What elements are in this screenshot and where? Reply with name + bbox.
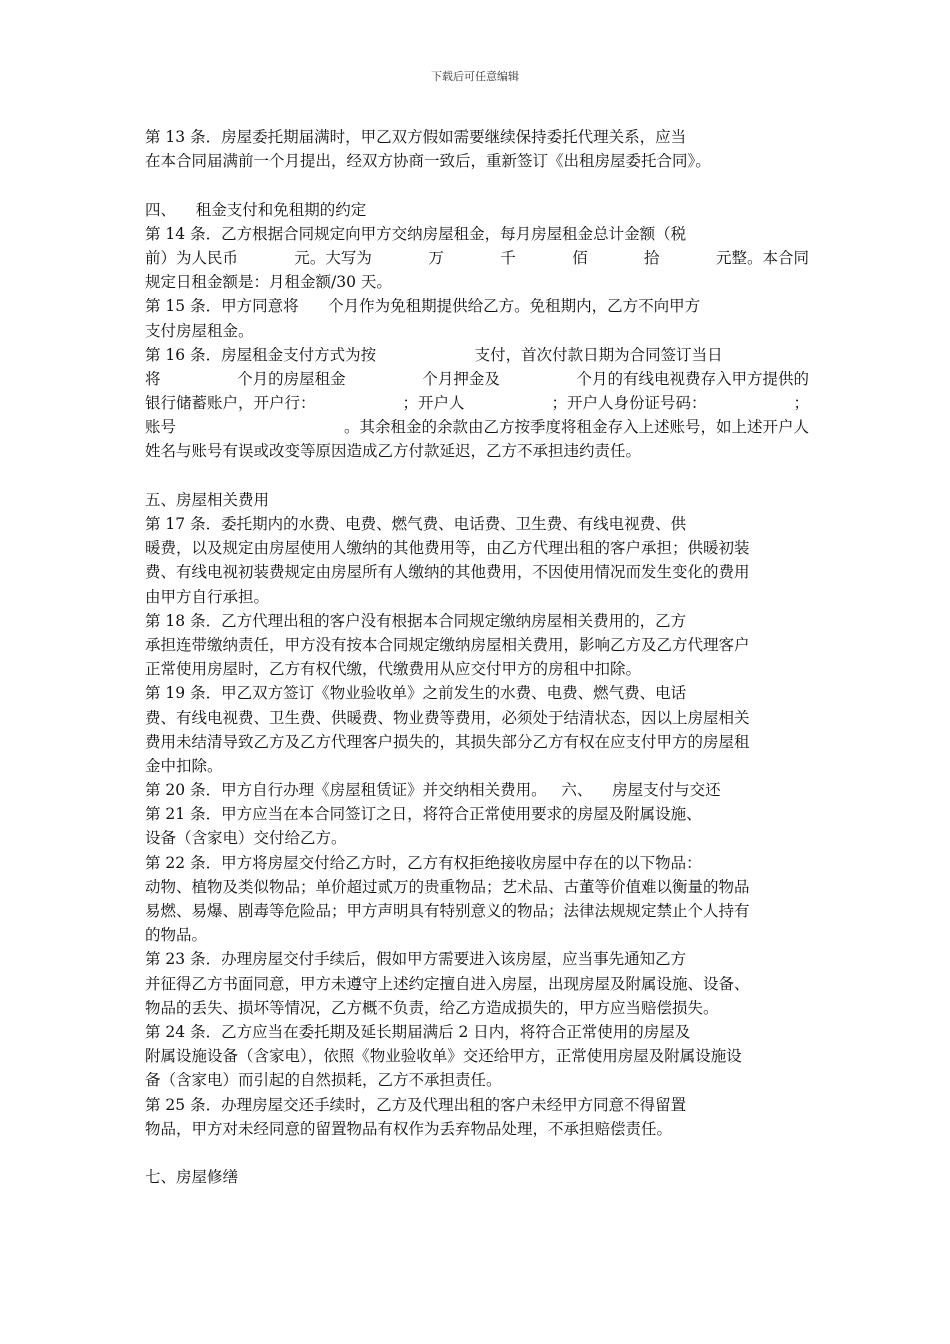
text-line: 金中扣除。	[145, 756, 223, 775]
text-line: 易燃、易爆、剧毒等危险品；甲方声明具有特别意义的物品；法律法规规定禁止个人持有	[145, 902, 750, 920]
text-line: 五、房屋相关费用	[145, 490, 270, 509]
text-line: 费、有线电视费、卫生费、供暖费、物业费等费用，必须处于结清状态，因以上房屋相关	[145, 708, 750, 727]
text-segment: ；开户人	[402, 394, 465, 413]
text-line: 第 15 条．甲方同意将 个月作为免租期提供给乙方。免租期内，乙方不向甲方	[145, 297, 701, 316]
text-line: 设备（含家电）交付给乙方。	[145, 829, 347, 848]
text-segment: 万	[428, 248, 444, 267]
text-line: 费、有线电视初装费规定由房屋所有人缴纳的其他费用，不因使用情况而发生变化的费用	[145, 563, 750, 582]
blank-line	[145, 173, 809, 197]
text-line: 第 20 条．甲方自行办理《房屋租赁证》并交纳相关费用。 六、 房屋支付与交还	[145, 781, 721, 800]
text-segment: 前）为人民币	[145, 248, 239, 267]
text-line: 第 13 条．房屋委托期届满时，甲乙双方假如需要继续保持委托代理关系，应当	[145, 128, 687, 146]
text-segment: 元整。本合同	[715, 248, 809, 267]
text-line: 支付房屋租金。	[145, 321, 254, 340]
text-segment: 佰	[572, 248, 588, 267]
text-line: 第 17 条．委托期内的水费、电费、燃气费、电话费、卫生费、有线电视费、供	[145, 515, 687, 533]
text-line: 第 14 条．乙方根据合同规定向甲方交纳房屋租金，每月房屋租金总计金额（税	[145, 224, 687, 243]
text-line: 第 23 条．办理房屋交付手续后，假如甲方需要进入该房屋，应当事先通知乙方	[145, 950, 687, 969]
text-line: 动物、植物及类似物品；单价超过贰万的贵重物品；艺术品、古董等价值难以衡量的物品	[145, 877, 750, 896]
text-line: 第 24 条．乙方应当在委托期及延长期届满后 2 日内，将符合正常使用的房屋及	[145, 1022, 691, 1041]
text-line: 第 16 条．房屋租金支付方式为按 支付，首次付款日期为合同签订当日	[145, 345, 723, 364]
contract-body	[145, 125, 809, 1189]
text-line: 第 25 条．办理房屋交还手续时，乙方及代理出租的客户未经甲方同意不得留置	[145, 1095, 687, 1114]
text-line: 的物品。	[145, 926, 208, 945]
text-line: 姓名与账号有误或改变等原因造成乙方付款延迟，乙方不承担违约责任。	[145, 442, 642, 461]
text-line: 七、房屋修缮	[145, 1168, 239, 1187]
text-line: 费用未结清导致乙方及乙方代理客户损失的，其损失部分乙方有权在应支付甲方的房屋租	[145, 732, 750, 751]
page-header: 下载后可任意编辑	[431, 70, 519, 83]
text-segment: 拾	[644, 248, 660, 267]
text-segment: 个月的房屋租金	[237, 369, 346, 388]
text-line: 正常使用房屋时，乙方有权代缴，代缴费用从应交付甲方的房租中扣除。	[145, 660, 642, 679]
text-segment: 。其余租金的余款由乙方按季度将租金存入上述账号，如上述开户人	[343, 418, 809, 437]
text-line: 附属设施设备（含家电），依照《物业验收单》交还给甲方，正常使用房屋及附属设施设	[145, 1047, 742, 1066]
text-segment: 个月的有线电视费存入甲方提供的	[576, 369, 809, 388]
text-line	[145, 367, 809, 391]
text-segment: ；开户人身份证号码：	[551, 394, 707, 413]
text-line: 暖费，以及规定由房屋使用人缴纳的其他费用等，由乙方代理出租的客户承担；供暖初装	[145, 539, 750, 558]
text-line: 第 21 条．甲方应当在本合同签订之日，将符合正常使用要求的房屋及附属设施、	[145, 805, 702, 824]
text-segment: ；	[793, 394, 809, 413]
text-line: 由甲方自行承担。	[145, 587, 270, 606]
text-line: 并征得乙方书面同意，甲方未遵守上述约定擅自进入房屋，出现房屋及附属设施、设备、	[145, 974, 750, 993]
text-line: 物品，甲方对未经同意的留置物品有权作为丢弃物品处理，不承担赔偿责任。	[145, 1119, 673, 1138]
text-segment: 银行储蓄账户，开户行：	[145, 394, 316, 413]
text-line: 第 22 条．甲方将房屋交付给乙方时，乙方有权拒绝接收房屋中存在的以下物品：	[145, 853, 702, 872]
text-segment: 个月押金及	[422, 369, 500, 388]
text-line	[145, 246, 809, 270]
text-line: 规定日租金额是：月租金额/30 天。	[145, 273, 392, 292]
text-segment: 千	[500, 248, 516, 267]
text-line: 第 18 条．乙方代理出租的客户没有根据本合同规定缴纳房屋相关费用的，乙方	[145, 611, 687, 630]
text-line: 备（含家电）而引起的自然损耗，乙方不承担责任。	[145, 1071, 502, 1090]
text-segment: 账号	[145, 418, 177, 437]
text-segment: 将	[145, 369, 161, 388]
text-line	[145, 415, 809, 439]
blank-line	[145, 464, 809, 488]
text-line: 承担连带缴纳责任，甲方没有按本合同规定缴纳房屋相关费用，影响乙方及乙方代理客户	[145, 635, 750, 654]
text-line: 四、 租金支付和免租期的约定	[145, 200, 367, 219]
text-segment: 元。大写为	[294, 248, 372, 267]
blank-line	[145, 1141, 809, 1165]
text-line: 第 19 条．甲乙双方签订《物业验收单》之前发生的水费、电费、燃气费、电话	[145, 684, 687, 703]
text-line: 在本合同届满前一个月提出，经双方协商一致后，重新签订《出租房屋委托合同》。	[145, 152, 711, 171]
text-line: 物品的丢失、损坏等情况，乙方概不负责，给乙方造成损失的，甲方应当赔偿损失。	[145, 998, 719, 1017]
text-line	[145, 391, 809, 415]
